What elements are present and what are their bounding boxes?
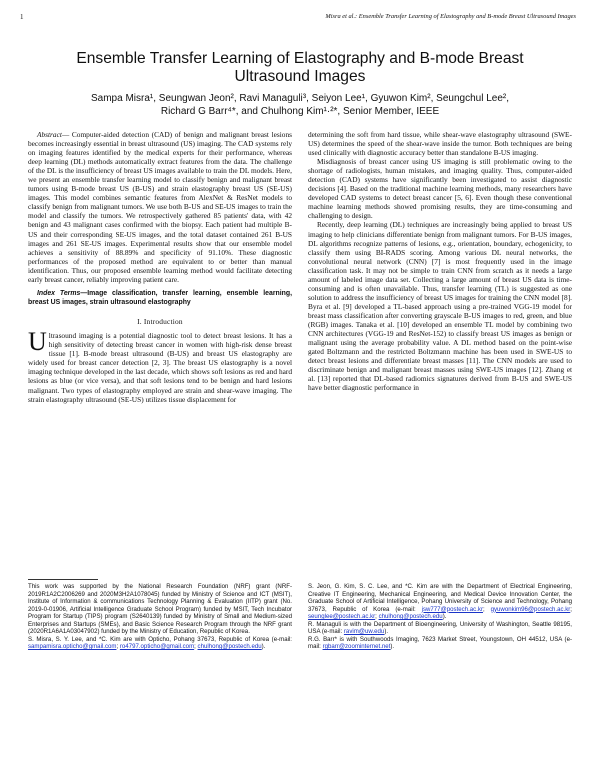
index-terms-label: Index Terms — [37, 289, 81, 297]
affiliation-postech: S. Jeon, G. Kim, S. C. Lee, and *C. Kim are with the Department of Electrical Engineering, Creative IT Engineering, Mechanical Engineering, and Medical Device Innovation Center, the Graduate School of Artificial Intelligence, Pohang University of Science and Technology, Pohang 37673, Republic of Korea (e-mail: jsw777@postech.ac.kr; gyuwonkim96@postech.ac.kr; seunglee@postech.ac.kr; chulhong@postech.edu). — [308, 583, 572, 621]
email-link[interactable]: sampamisra.opticho@gmail.com — [28, 643, 117, 651]
right-paragraph-2: Misdiagnosis of breast cancer using US imaging is still problematic owing to the shortage of radiologists, human mistakes, and imaging quality. Thus, computer-aided detection (CAD) systems have significantly been investigated to assist diagnostic decisions [4]. Based on the traditional machine learning methods, many researchers have developed CAD systems to detect breast cancer [5, 6]. Even though these conventional machine learning methods showed promising results, they are time-consuming and challenging to design. — [308, 157, 572, 221]
email-link[interactable]: seunglee@postech.ac.kr — [308, 613, 376, 621]
paper-title: Ensemble Transfer Learning of Elastography and B-mode Breast Ultrasound Images — [76, 50, 524, 85]
footnote-left — [28, 583, 292, 651]
intro-text: ltrasound imaging is a potential diagnostic tool to detect breast lesions. It has a high sensitivity of detecting breast cancer in women with high-risk dense breast tissue [1]. B-mode breast ultrasound (B-US) and breast US elastography are widely used for breast cancer detection [2, 3]. The breast US elastography is a novel imaging technique developed in the last decade, which shows soft lesions as red and hard lesions as blue (or vice versa), and that soft lesions tend to be benign and hard lesions malignant. Two types of elastography employed are strain and shear-wave imaging. The strain elastography ultrasound (SE-US) utilizes tissue displacement for — [28, 331, 292, 404]
drop-cap: U — [28, 327, 47, 357]
email-link[interactable]: chulhong@postech.edu — [378, 613, 443, 621]
left-column — [28, 130, 292, 404]
email-link[interactable]: jsw777@postech.ac.kr — [421, 605, 483, 613]
page-number: 1 — [20, 13, 24, 21]
right-column — [308, 130, 572, 392]
abstract-label: Abstract — [37, 130, 62, 139]
email-link[interactable]: ro4797.opticho@gmail.com — [119, 643, 195, 651]
abstract — [28, 130, 292, 284]
email-link[interactable]: gyuwonkim96@postech.ac.kr — [490, 605, 571, 613]
right-paragraph-3: Recently, deep learning (DL) techniques are increasingly being applied to breast US imaging to help clinicians differentiate benign from malignant tumors. For B-US images, DL algorithms recognize patterns of lesions, e.g., orientation, boundary, echogenicity, to classify them using BI-RADS scoring. Among various DL neural networks, the convolutional neural network (CNN) [7] is most frequently used in the image classification task. It may not be simple to train CNN from scratch as it needs a large amount of labeled image data set. Collecting a large amount of breast US data is time-consuming and is often unavailable. Thus, transfer learning (TL) is suggested as one solution to address the insufficiency of breast US images for training the CNN model [8]. Byra et al. [9] developed a TL-based approach using a pre-trained VGG-19 model for breast mass classification after converting grayscale B-US images to red, green, and blue (RGB) images. Tanaka et al. [10] developed an ensemble TL model by combining two CNN architectures (VGG-19 and ResNet-152) to classify breast US images as benign or malignant using the average probability value. A DL method based on the point-wise gated Boltzmann and the restricted Boltzmann machine has been used in SWE-US to detect breast lesions and differentiate breast masses [11]. The CNN models are used to discriminate benign and malignant breast masses using SWE-US images [12]. Zhang et al. [13] reported that DL-based radiomics signatures derived from B-US and SWE-US have better diagnostic performance in — [308, 220, 572, 393]
email-link[interactable]: rgbarr@zoominternet.net — [322, 643, 391, 651]
index-terms — [28, 290, 292, 307]
author-line-2: Richard G Barr⁴*, and Chulhong Kim¹·²*, Senior Member, IEEE — [160, 105, 440, 117]
affiliation-uw: R. Managuli is with the Department of Bioengineering, University of Washington, Seattle 98195, USA (e-mail: ravim@uw.edu). — [308, 620, 572, 636]
author-line-1: Sampa Misra¹, Seungwan Jeon², Ravi Managuli³, Seiyon Lee¹, Gyuwon Kim², Seungchul Lee², — [91, 93, 509, 104]
right-paragraph-1: determining the soft from hard tissue, while shear-wave elastography ultrasound (SWE-US) determines the speed of the shear-wave inside the tumor. Both techniques are being used clinically with diagnostic accuracy better than standalone B-US imaging. — [308, 130, 572, 158]
abstract-text: — Computer-aided detection (CAD) of benign and malignant breast lesions becomes increasingly essential in breast ultrasound (US) imaging. The CAD systems rely on imaging features identified by the medical experts for their performance, whereas deep learning (DL) methods automatically extract features from the data. The challenge of the DL is the insufficiency of breast US images available to train the DL models. Here, we present an ensemble transfer learning model to classify benign and malignant breast tumors using B-mode breast US (B-US) and strain elastography breast US (SE-US) images. This model combines semantic features from AlexNet & ResNet models to classify benign from malignant tumors. We use both B-US and SE-US images to train the model and classify the tumors. We retrospectively gathered 85 patients' data, with 42 benign and 43 malignant cases confirmed with the biopsy. Each patient had multiple B-US and their corresponding SE-US images, and the total dataset contained 261 B-US images and 261 SE-US images. Experimental results show that our ensemble model achieves a sensitivity of 88.89% and specificity of 91.10%. These diagnostic performances of the proposed method are equivalent to or better than manual identification. Thus, our proposed ensemble learning method would facilitate detecting early breast cancer, reliably improving patient care. — [28, 130, 292, 284]
footnote-right — [308, 583, 572, 651]
index-terms-text: —Image classification, transfer learning, ensemble learning, breast US images, strain ultrasound elastography — [28, 289, 292, 306]
email-link[interactable]: ravim@uw.edu — [343, 628, 385, 636]
affiliation-southwoods: R.G. Barr* is with Southwoods Imaging, 7623 Market Street, Youngstown, OH 44512, USA (e-mail: rgbarr@zoominternet.net). — [308, 635, 572, 651]
email-link[interactable]: chulhong@postech.edu — [197, 643, 262, 651]
section-heading-introduction: I. Introduction — [137, 317, 183, 327]
funding-note: This work was supported by the National Research Foundation (NRF) grant (NRF-2019R1A2C2006269 and 2020M3H2A1078045) funded by Ministry of Science and ICT (MSIT), Institute of Information & communications Technology Planning & Evaluation (IITP) grant (No. 2019-0-01906, Artificial Intelligence Graduate School Program) funded by MSIT, Tech Incubator Program for Startup (TIPS) program (S2640139) funded by Ministry of Small and Medium-sized Enterprises and Startups (SMEs), and Basic Science Research Program through the NRF grant (2020R1A6A1A03047902) funded by the Ministry of Education, Republic of Korea. — [28, 583, 292, 636]
affiliation-opticho: S. Misra, S. Y. Lee, and *C. Kim are with Opticho, Pohang 37673, Republic of Korea (e-mail: sampamisra.opticho@gmail.com; ro4797.opticho@gmail.com; chulhong@postech.edu). — [28, 635, 292, 651]
intro-paragraph-1 — [28, 327, 292, 404]
footnote-rule — [28, 579, 98, 580]
running-header: Misra et al.: Ensemble Transfer Learning of Elastography and B-mode Breast Ultrasound Images — [325, 13, 576, 20]
author-list — [40, 93, 560, 118]
